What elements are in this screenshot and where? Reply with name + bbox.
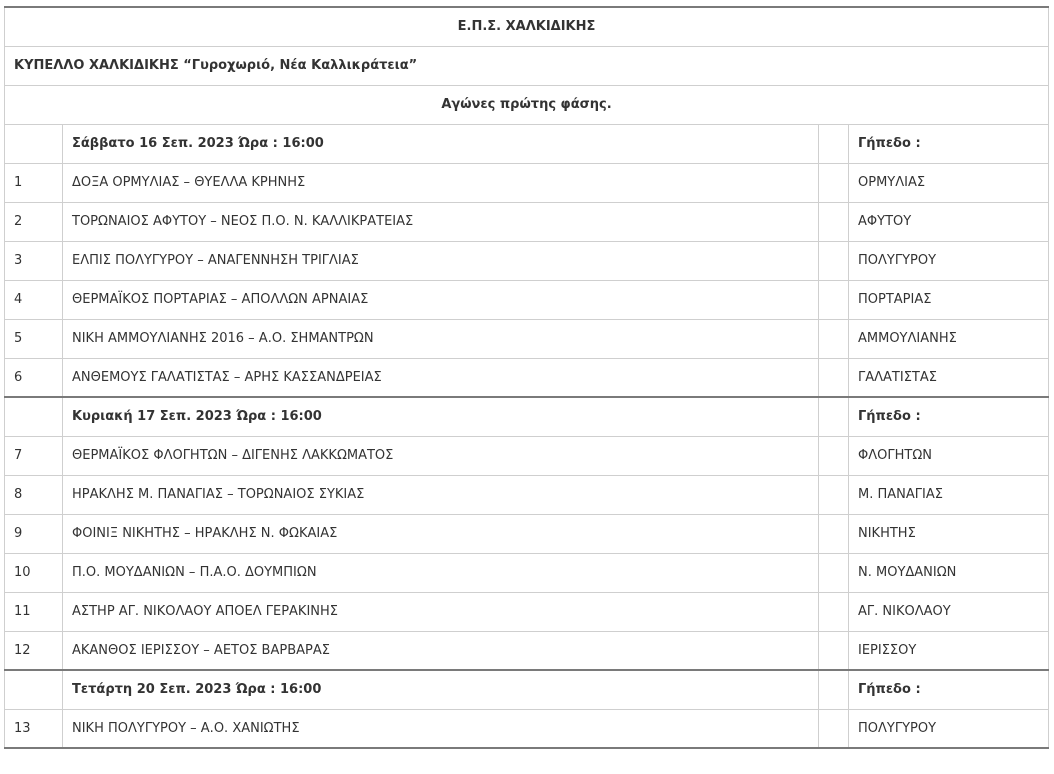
match-row — [5, 202, 1049, 241]
match-venue: ΑΓ. ΝΙΚΟΛΑΟΥ — [849, 592, 1049, 631]
match-spacer-cell — [819, 436, 849, 475]
day-date-time: Τετάρτη 20 Σεπ. 2023 Ώρα : 16:00 — [63, 670, 819, 709]
match-venue: ΦΛΟΓΗΤΩΝ — [849, 436, 1049, 475]
match-spacer-cell — [819, 358, 849, 397]
match-spacer-cell — [819, 163, 849, 202]
day-spacer-cell — [819, 124, 849, 163]
match-row — [5, 709, 1049, 748]
venue-header: Γήπεδο : — [849, 397, 1049, 436]
match-spacer-cell — [819, 514, 849, 553]
day-number-cell — [5, 397, 63, 436]
match-venue: ΑΦΥΤΟΥ — [849, 202, 1049, 241]
match-venue: ΓΑΛΑΤΙΣΤΑΣ — [849, 358, 1049, 397]
match-spacer-cell — [819, 475, 849, 514]
match-number: 4 — [5, 280, 63, 319]
match-row — [5, 514, 1049, 553]
match-spacer-cell — [819, 631, 849, 670]
day-date-time: Κυριακή 17 Σεπ. 2023 Ώρα : 16:00 — [63, 397, 819, 436]
match-row — [5, 592, 1049, 631]
match-venue: ΠΟΛΥΓΥΡΟΥ — [849, 709, 1049, 748]
match-row — [5, 631, 1049, 670]
day-number-cell — [5, 124, 63, 163]
match-venue: Μ. ΠΑΝΑΓΙΑΣ — [849, 475, 1049, 514]
match-teams: ΑΚΑΝΘΟΣ ΙΕΡΙΣΣΟΥ – ΑΕΤΟΣ ΒΑΡΒΑΡΑΣ — [63, 631, 819, 670]
match-spacer-cell — [819, 280, 849, 319]
match-teams: ΕΛΠΙΣ ΠΟΛΥΓΥΡΟΥ – ΑΝΑΓΕΝΝΗΣΗ ΤΡΙΓΛΙΑΣ — [63, 241, 819, 280]
federation-title: Ε.Π.Σ. ΧΑΛΚΙΔΙΚΗΣ — [5, 7, 1049, 46]
match-number: 1 — [5, 163, 63, 202]
match-row — [5, 553, 1049, 592]
venue-header: Γήπεδο : — [849, 670, 1049, 709]
match-venue: ΙΕΡΙΣΣΟΥ — [849, 631, 1049, 670]
match-number: 3 — [5, 241, 63, 280]
match-row — [5, 436, 1049, 475]
day-header-row — [5, 397, 1049, 436]
match-venue: Ν. ΜΟΥΔΑΝΙΩΝ — [849, 553, 1049, 592]
match-spacer-cell — [819, 202, 849, 241]
match-spacer-cell — [819, 241, 849, 280]
federation-row — [5, 7, 1049, 46]
match-row — [5, 280, 1049, 319]
cup-title: ΚΥΠΕΛΛΟ ΧΑΛΚΙΔΙΚΗΣ “Γυροχωριό, Νέα Καλλικράτεια” — [5, 46, 1049, 85]
match-row — [5, 475, 1049, 514]
match-teams: ΝΙΚΗ ΠΟΛΥΓΥΡΟΥ – Α.Ο. ΧΑΝΙΩΤΗΣ — [63, 709, 819, 748]
match-teams: ΝΙΚΗ ΑΜΜΟΥΛΙΑΝΗΣ 2016 – Α.Ο. ΣΗΜΑΝΤΡΩΝ — [63, 319, 819, 358]
venue-header: Γήπεδο : — [849, 124, 1049, 163]
day-spacer-cell — [819, 397, 849, 436]
match-venue: ΟΡΜΥΛΙΑΣ — [849, 163, 1049, 202]
day-header-row — [5, 670, 1049, 709]
match-number: 6 — [5, 358, 63, 397]
match-number: 2 — [5, 202, 63, 241]
match-teams: ΑΣΤΗΡ ΑΓ. ΝΙΚΟΛΑΟΥ ΑΠΟΕΛ ΓΕΡΑΚΙΝΗΣ — [63, 592, 819, 631]
match-row — [5, 358, 1049, 397]
match-number: 13 — [5, 709, 63, 748]
match-number: 7 — [5, 436, 63, 475]
match-number: 8 — [5, 475, 63, 514]
match-spacer-cell — [819, 319, 849, 358]
match-teams: ΘΕΡΜΑΪΚΟΣ ΠΟΡΤΑΡΙΑΣ – ΑΠΟΛΛΩΝ ΑΡΝΑΙΑΣ — [63, 280, 819, 319]
match-teams: Π.Ο. ΜΟΥΔΑΝΙΩΝ – Π.Α.Ο. ΔΟΥΜΠΙΩΝ — [63, 553, 819, 592]
match-teams: ΗΡΑΚΛΗΣ Μ. ΠΑΝΑΓΙΑΣ – ΤΟΡΩΝΑΙΟΣ ΣΥΚΙΑΣ — [63, 475, 819, 514]
phase-title: Αγώνες πρώτης φάσης. — [5, 85, 1049, 124]
cup-row — [5, 46, 1049, 85]
match-teams: ΔΟΞΑ ΟΡΜΥΛΙΑΣ – ΘΥΕΛΛΑ ΚΡΗΝΗΣ — [63, 163, 819, 202]
match-number: 11 — [5, 592, 63, 631]
match-teams: ΦΟΙΝΙΞ ΝΙΚΗΤΗΣ – ΗΡΑΚΛΗΣ Ν. ΦΩΚΑΙΑΣ — [63, 514, 819, 553]
match-teams: ΤΟΡΩΝΑΙΟΣ ΑΦΥΤΟΥ – ΝΕΟΣ Π.Ο. Ν. ΚΑΛΛΙΚΡΑΤΕΙΑΣ — [63, 202, 819, 241]
match-teams: ΘΕΡΜΑΪΚΟΣ ΦΛΟΓΗΤΩΝ – ΔΙΓΕΝΗΣ ΛΑΚΚΩΜΑΤΟΣ — [63, 436, 819, 475]
match-row — [5, 241, 1049, 280]
day-date-time: Σάββατο 16 Σεπ. 2023 Ώρα : 16:00 — [63, 124, 819, 163]
match-number: 5 — [5, 319, 63, 358]
match-venue: ΠΟΡΤΑΡΙΑΣ — [849, 280, 1049, 319]
fixtures-body — [5, 7, 1049, 748]
match-spacer-cell — [819, 592, 849, 631]
match-number: 10 — [5, 553, 63, 592]
day-spacer-cell — [819, 670, 849, 709]
match-venue: ΑΜΜΟΥΛΙΑΝΗΣ — [849, 319, 1049, 358]
match-venue: ΠΟΛΥΓΥΡΟΥ — [849, 241, 1049, 280]
match-number: 12 — [5, 631, 63, 670]
match-spacer-cell — [819, 553, 849, 592]
fixtures-table — [4, 6, 1049, 749]
match-row — [5, 163, 1049, 202]
day-header-row — [5, 124, 1049, 163]
day-number-cell — [5, 670, 63, 709]
match-row — [5, 319, 1049, 358]
match-teams: ΑΝΘΕΜΟΥΣ ΓΑΛΑΤΙΣΤΑΣ – ΑΡΗΣ ΚΑΣΣΑΝΔΡΕΙΑΣ — [63, 358, 819, 397]
match-venue: ΝΙΚΗΤΗΣ — [849, 514, 1049, 553]
match-spacer-cell — [819, 709, 849, 748]
match-number: 9 — [5, 514, 63, 553]
phase-row — [5, 85, 1049, 124]
